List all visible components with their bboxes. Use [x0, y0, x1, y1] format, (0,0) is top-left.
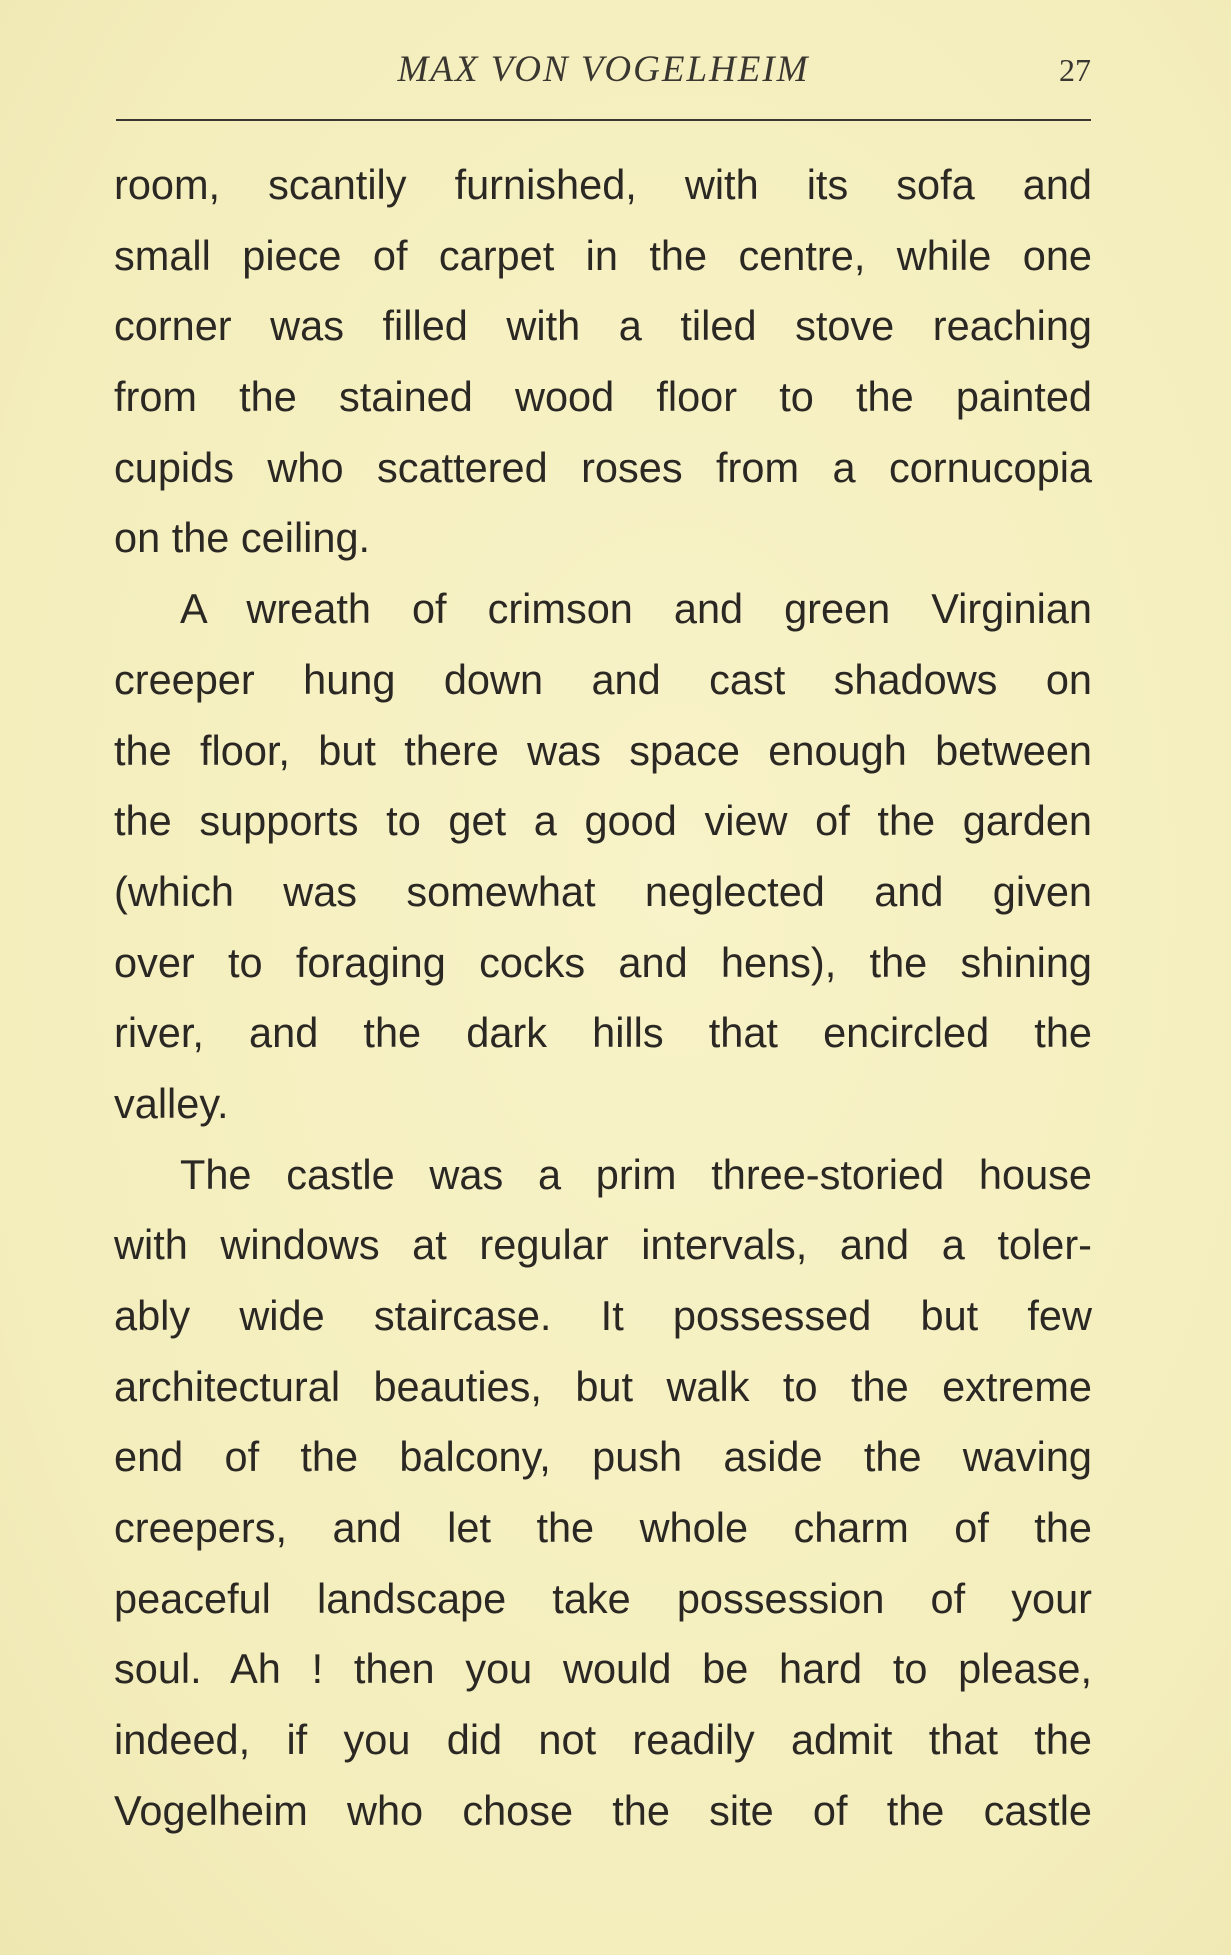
paragraph-start-line: A wreath of crimson and green Virginian — [180, 585, 1092, 633]
paragraph-start-line: The castle was a prim three-storied house — [180, 1150, 1092, 1198]
text-line: from the stained wood floor to the painted — [114, 373, 1092, 421]
text-line: creepers, and let the whole charm of the — [114, 1504, 1092, 1552]
text-line: soul. Ah ! then you would be hard to please, — [114, 1645, 1092, 1693]
text-line: ably wide staircase. It possessed but few — [114, 1292, 1092, 1339]
text-line: over to foraging cocks and hens), the shining — [114, 938, 1092, 986]
text-line: Vogelheim who chose the site of the castle — [114, 1786, 1092, 1834]
text-line: the supports to get a good view of the garden — [114, 797, 1092, 845]
text-line: architectural beauties, but walk to the extreme — [114, 1362, 1092, 1410]
text-line: river, and the dark hills that encircled the — [114, 1009, 1092, 1057]
text-line: valley. — [114, 1079, 229, 1127]
text-line: corner was filled with a tiled stove reaching — [114, 302, 1092, 350]
text-line: the floor, but there was space enough between — [114, 726, 1092, 774]
running-head — [116, 44, 1091, 94]
text-line: peaceful landscape take possession of your — [114, 1574, 1092, 1622]
text-line: with windows at regular intervals, and a toler- — [114, 1221, 1092, 1269]
header-rule — [116, 119, 1091, 121]
body-text — [114, 150, 1092, 1847]
text-line: room, scantily furnished, with its sofa and — [114, 161, 1092, 208]
text-line: indeed, if you did not readily admit that the — [114, 1716, 1092, 1764]
text-line: creeper hung down and cast shadows on — [114, 655, 1092, 703]
text-line: end of the balcony, push aside the waving — [114, 1433, 1092, 1481]
page-number: 27 — [1059, 52, 1091, 88]
text-line: on the ceiling. — [114, 514, 371, 562]
text-line: small piece of carpet in the centre, while one — [114, 231, 1092, 279]
text-line: (which was somewhat neglected and given — [114, 867, 1092, 915]
text-line: cupids who scattered roses from a cornucopia — [114, 443, 1092, 491]
running-title: MAX VON VOGELHEIM — [397, 49, 810, 90]
